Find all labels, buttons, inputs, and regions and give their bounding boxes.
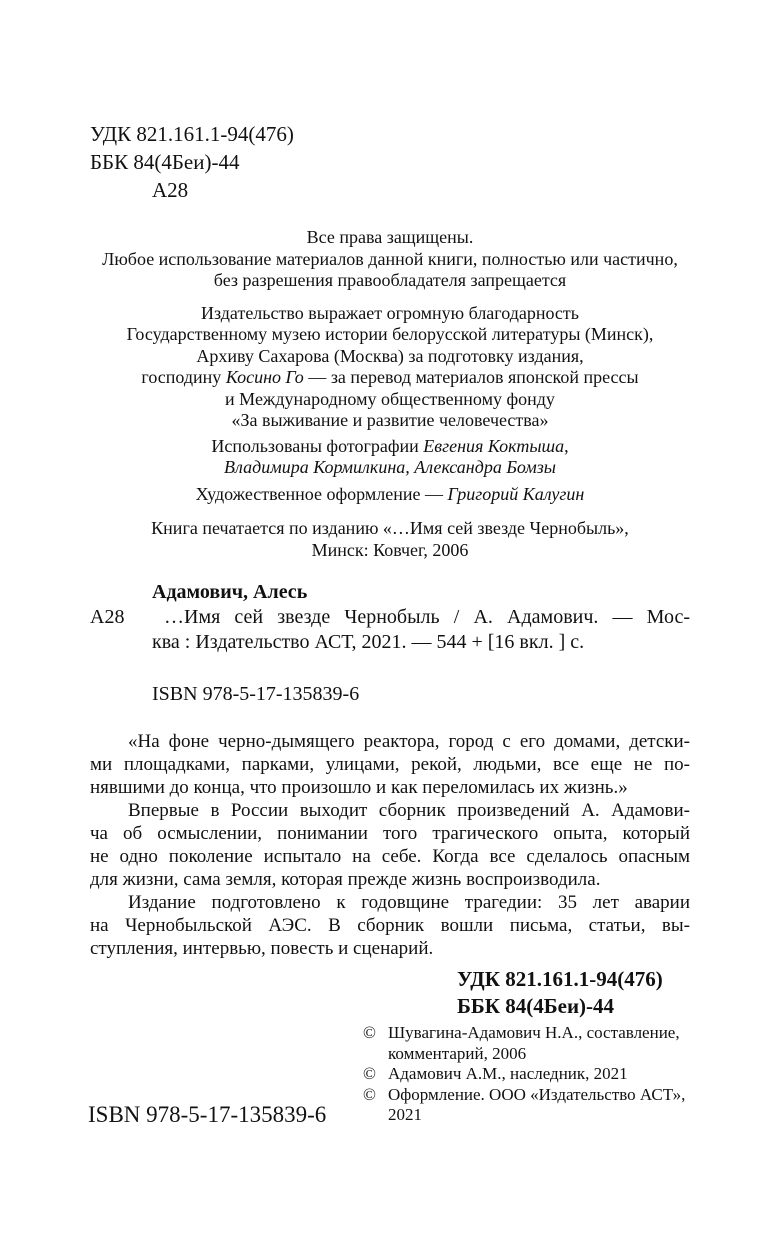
acknowledgements [90,303,690,432]
design-credit-line: Художественное оформление — Григорий Калугин [195,483,585,504]
rights-notice [90,227,690,292]
rights-line: без разрешения правообладателя запрещается [213,270,567,290]
acknowledgements-line: Государственному музею истории белорусской литературы (Минск), [126,324,654,344]
design-credit [90,484,690,506]
annotation [90,730,690,960]
annotation-line: «На фоне черно-дымящего реактора, город с его домами, детски- [128,731,690,752]
source-edition-note [90,518,690,561]
author-sign-code: А28 [90,606,125,628]
acknowledgements-line: «За выживание и развитие человечества» [231,410,549,430]
bibliographic-line: ква : Издательство АСТ, 2021. — 544 + [16 вкл. ] с. [152,631,585,653]
copyright-line: комментарий, 2006 [388,1043,527,1063]
copyright-symbol: © [363,1064,376,1083]
annotation-line: на Чернобыльской АЭС. В сборник вошли письма, статьи, вы- [90,915,690,936]
rights-line: Все права защищены. [306,227,474,247]
annotation-line: нявшими до конца, что произошло и как переломилась их жизнь.» [90,777,628,798]
annotation-line: для жизни, сама земля, которая прежде жизнь воспроизводила. [90,869,601,890]
copyright-line: Шувагина-Адамович Н.А., составление, [388,1023,680,1042]
acknowledgements-line: господину Косино Го — за перевод материалов японской прессы [141,367,639,387]
udk-code: УДК 821.161.1-94(476) [90,122,294,146]
isbn: ISBN 978-5-17-135839-6 [152,683,360,705]
copyright-line: Оформление. ООО «Издательство АСТ», [388,1084,686,1104]
imprint-bbk-code: ББК 84(4Беи)-44 [457,994,615,1018]
copyright-text [388,1064,690,1085]
annotation-line: ступления, интервью, повесть и сценарий. [90,938,434,959]
photo-credits-line: Владимира Кормилкина, Александра Бомзы [224,457,556,477]
annotation-line: Издание подготовлено к годовщине трагедии: 35 лет аварии [128,892,690,913]
photo-credits [90,436,690,479]
annotation-line: ми площадками, парками, улицами, рекой, людьми, все еще не по- [90,754,690,775]
annotation-line: ча об осмыслении, понимании того трагического опыта, который [90,823,690,844]
copyright-text [388,1085,690,1126]
copyright-line: Адамович А.М., наследник, 2021 [388,1064,628,1083]
acknowledgements-line: и Международному общественному фонду [225,388,555,409]
acknowledgements-line: Издательство выражает огромную благодарность [200,302,579,323]
copyright-item [363,1085,690,1126]
classification-codes [90,120,690,204]
bibliographic-entry [90,580,690,655]
copyright-item [363,1023,690,1064]
acknowledgements-line: Архиву Сахарова (Москва) за подготовку издания, [196,345,584,366]
bibliographic-line: …Имя сей звезде Чернобыль / А. Адамович. — Мос- [164,606,690,628]
isbn-bottom: ISBN 978-5-17-135839-6 [88,1101,327,1127]
copyright-item [363,1064,690,1085]
copyright-line: 2021 [388,1105,422,1124]
author-name: Адамович, Алесь [152,581,308,603]
copyright-symbol: © [363,1023,376,1042]
imprint-section [90,966,690,1126]
photo-credits-line: Использованы фотографии Евгения Коктыша, [211,435,569,456]
copyright-symbol: © [363,1084,376,1104]
rights-line: Любое использование материалов данной книги, полностью или частично, [102,248,678,269]
annotation-line: Впервые в России выходит сборник произведений А. Адамови- [128,800,690,821]
author-sign-code: А28 [152,178,189,202]
imprint-udk-code: УДК 821.161.1-94(476) [457,967,663,991]
copyright-list [363,1023,690,1126]
source-edition-line: Минск: Ковчег, 2006 [311,539,469,560]
copyright-text [388,1023,690,1064]
bbk-code: ББК 84(4Беи)-44 [90,150,240,174]
annotation-line: не одно поколение испытало на себе. Когда все сделалось опасным [90,846,690,867]
imprint-codes [457,966,690,1020]
source-edition-line: Книга печатается по изданию «…Имя сей звезде Чернобыль», [151,518,629,538]
